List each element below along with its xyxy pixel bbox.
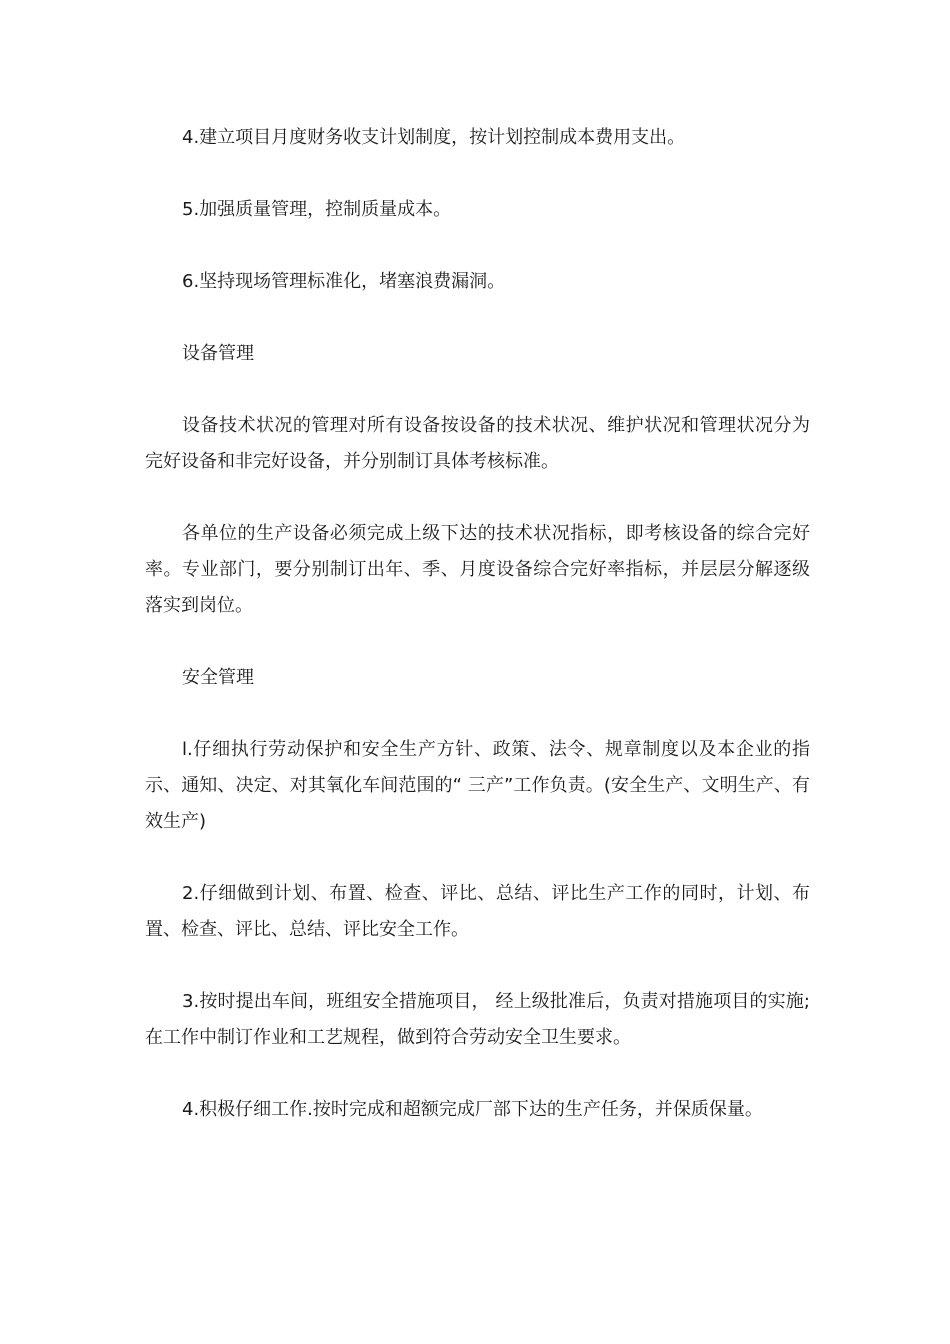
paragraph-safety-measures: 3.按时提出车间，班组安全措施项目， 经上级批准后，负责对措施项目的实施;在工作中制订作业和工艺规程，做到符合劳动安全卫生要求。 [145,991,810,1048]
paragraph-equipment-targets: 各单位的生产设备必须完成上级下达的技术状况指标，即考核设备的综合完好率。专业部门，要分别制订出年、季、月度设备综合完好率指标，并层层分解逐级落实到岗位。 [145,523,810,616]
document-body [145,120,810,1128]
paragraph-cost-plan: 4.建立项目月度财务收支计划制度，按计划控制成本费用支出。 [182,127,686,148]
paragraph-site-management: 6.坚持现场管理标准化，堵塞浪费漏洞。 [182,271,506,292]
heading-equipment-management: 设备管理 [182,343,254,364]
paragraph-safety-policy: l.仔细执行劳动保护和安全生产方针、政策、法令、规章制度以及本企业的指示、通知、决定、对其氧化车间范围的“ 三产”工作负责。(安全生产、文明生产、有效生产) [145,739,810,832]
heading-safety-management: 安全管理 [182,667,254,688]
paragraph-quality: 5.加强质量管理，控制质量成本。 [182,199,452,220]
paragraph-safety-planning: 2.仔细做到计划、布置、检查、评比、总结、评比生产工作的同时，计划、布置、检查、评比、总结、评比安全工作。 [145,883,810,940]
paragraph-production-tasks: 4.积极仔细工作.按时完成和超额完成厂部下达的生产任务，并保质保量。 [182,1099,763,1120]
paragraph-equipment-status: 设备技术状况的管理对所有设备按设备的技术状况、维护状况和管理状况分为完好设备和非完好设备，并分别制订具体考核标准。 [145,415,810,472]
